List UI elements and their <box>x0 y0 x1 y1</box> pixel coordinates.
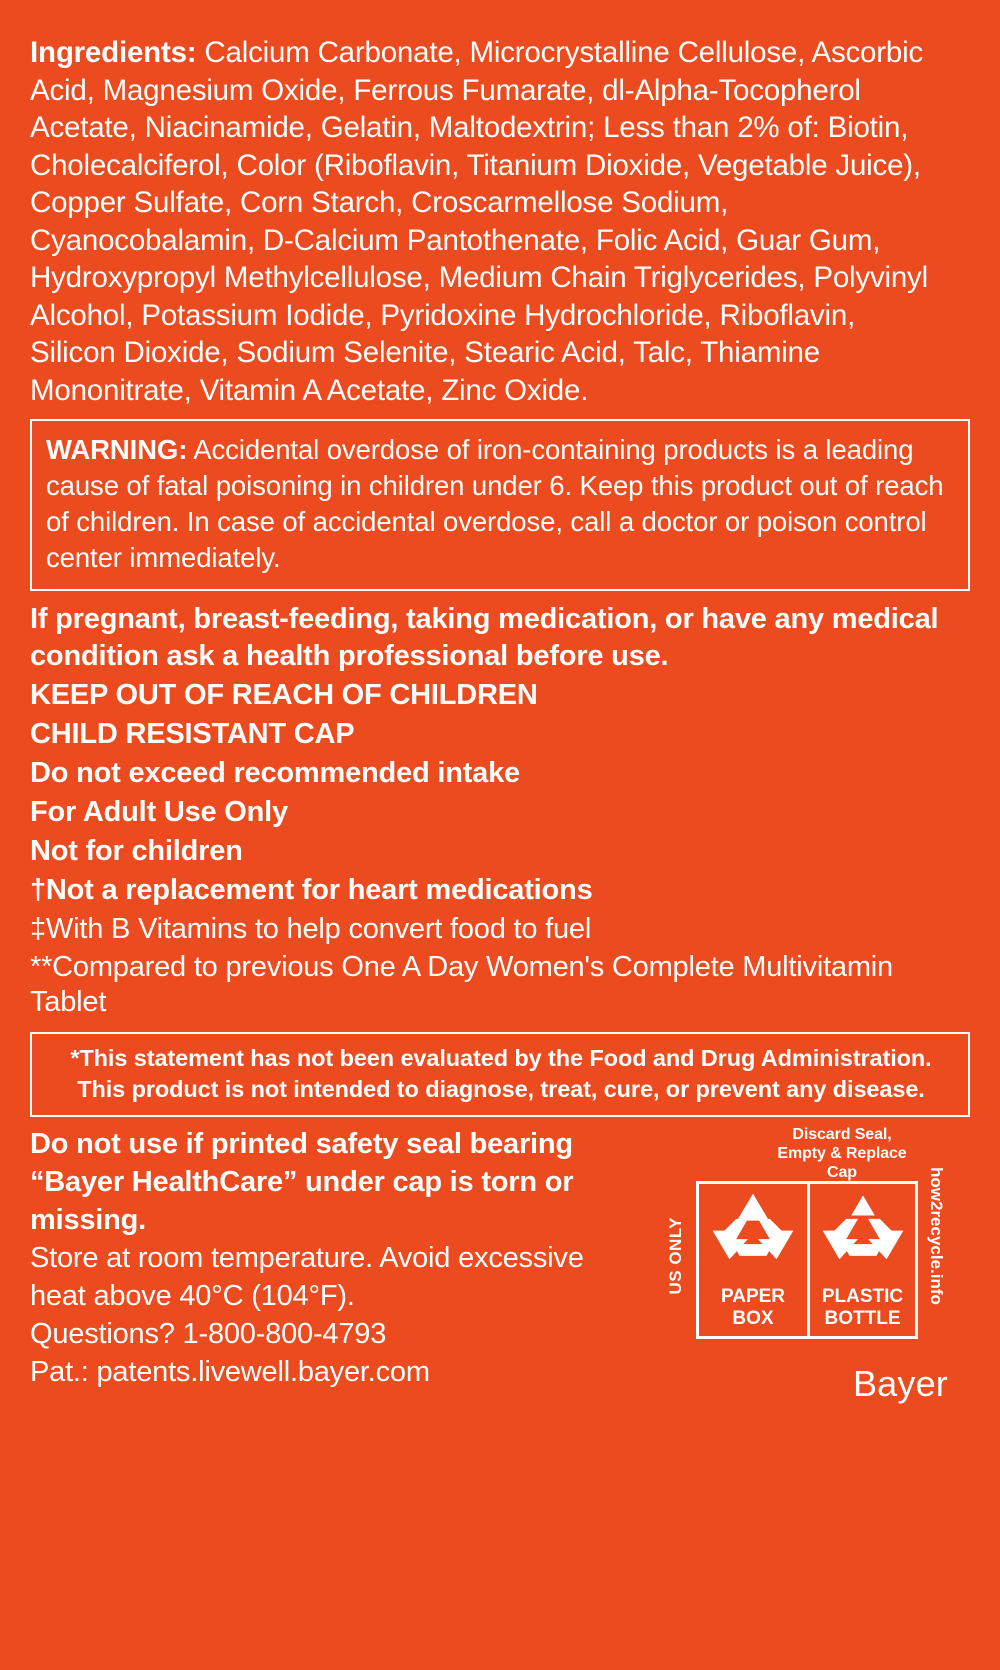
recycle-label-plastic: PLASTIC BOTTLE <box>821 1286 904 1329</box>
fda-disclaimer-box <box>30 1032 970 1117</box>
statement-keep-out-of-reach: KEEP OUT OF REACH OF CHILDREN <box>30 679 538 711</box>
fda-disclaimer-line-1: *This statement has not been evaluated by the Food and Drug Administration. <box>70 1045 932 1071</box>
statement-double-dagger-b-vitamins: ‡With B Vitamins to help convert food to fuel <box>30 913 592 945</box>
warning-paragraph <box>46 432 954 576</box>
recycle-website-text: how2recycle.info <box>927 1167 946 1305</box>
questions-phone: Questions? 1-800-800-4793 <box>30 1318 387 1350</box>
how2recycle-mark <box>660 1125 960 1355</box>
ingredients-heading: Ingredients: <box>30 36 197 69</box>
storage-text: Store at room temperature. Avoid excessive heat above 40°C (104°F). <box>30 1242 584 1312</box>
statement-asterisks-comparison: **Compared to previous One A Day Women's Complete Multivitamin Tablet <box>30 951 893 1018</box>
recycle-arrows-icon <box>820 1192 906 1266</box>
recycle-label-paper: PAPER BOX <box>720 1286 786 1329</box>
bottom-text-block <box>30 1125 630 1391</box>
safety-seal-text: Do not use if printed safety seal bearing “Bayer HealthCare” under cap is torn or missing. <box>30 1128 574 1236</box>
statement-dagger-heart-medications: †Not a replacement for heart medications <box>30 874 593 906</box>
ingredients-paragraph <box>30 34 970 409</box>
statement-do-not-exceed: Do not exceed recommended intake <box>30 757 520 789</box>
bottom-section <box>30 1125 970 1404</box>
fda-disclaimer-line-2: This product is not intended to diagnose, treat, cure, or prevent any disease. <box>77 1076 925 1102</box>
statement-not-for-children: Not for children <box>30 835 243 867</box>
recycle-arrows-icon <box>710 1192 796 1266</box>
ingredients-list: Calcium Carbonate, Microcrystalline Cellulose, Ascorbic Acid, Magnesium Oxide, Ferrous Fumarate, dl-Alpha-Tocopherol Acetate, Niacinamide, Gelatin, Maltodextrin; Less than 2% of: Biotin, Cholecalciferol, Color (Riboflavin, Titanium Dioxide, Vegetable Juice), Copper Sulfate, Corn Starch, Croscarmellose Sodium, Cyanocobalamin, D-Calcium Pantothenate, Folic Acid, Guar Gum, Hydroxypropyl Methylcellulose, Medium Chain Triglycerides, Polyvinyl Alcohol, Potassium Iodide, Pyridoxine Hydrochloride, Riboflavin, Silicon Dioxide, Sodium Selenite, Stearic Acid, Talc, Thiamine Mononitrate, Vitamin A Acetate, Zinc Oxide. <box>30 36 928 407</box>
recycle-us-only-text: US ONLY <box>666 1217 685 1295</box>
warning-text: Accidental overdose of iron-containing products is a leading cause of fatal poisoning in children under 6. Keep this product out of reach of children. In case of accidental overdose, call a doctor or poison control center immediately. <box>46 434 944 573</box>
recycle-cell-plastic <box>807 1184 915 1336</box>
recycle-frame <box>696 1181 918 1339</box>
patent-url: Pat.: patents.livewell.bayer.com <box>30 1356 430 1388</box>
warning-heading: WARNING: <box>46 434 188 465</box>
recycle-cell-paper <box>699 1184 807 1336</box>
statement-list <box>30 601 970 1020</box>
statement-pregnancy: If pregnant, breast-feeding, taking medication, or have any medical condition ask a health professional before use. <box>30 603 939 672</box>
statement-adult-use-only: For Adult Use Only <box>30 796 288 828</box>
iron-warning-box <box>30 419 970 591</box>
statement-child-resistant-cap: CHILD RESISTANT CAP <box>30 718 355 750</box>
bayer-brand-logo: Bayer <box>852 1363 948 1404</box>
recycle-header-text: Discard Seal, Empty & Replace Cap <box>777 1126 907 1181</box>
